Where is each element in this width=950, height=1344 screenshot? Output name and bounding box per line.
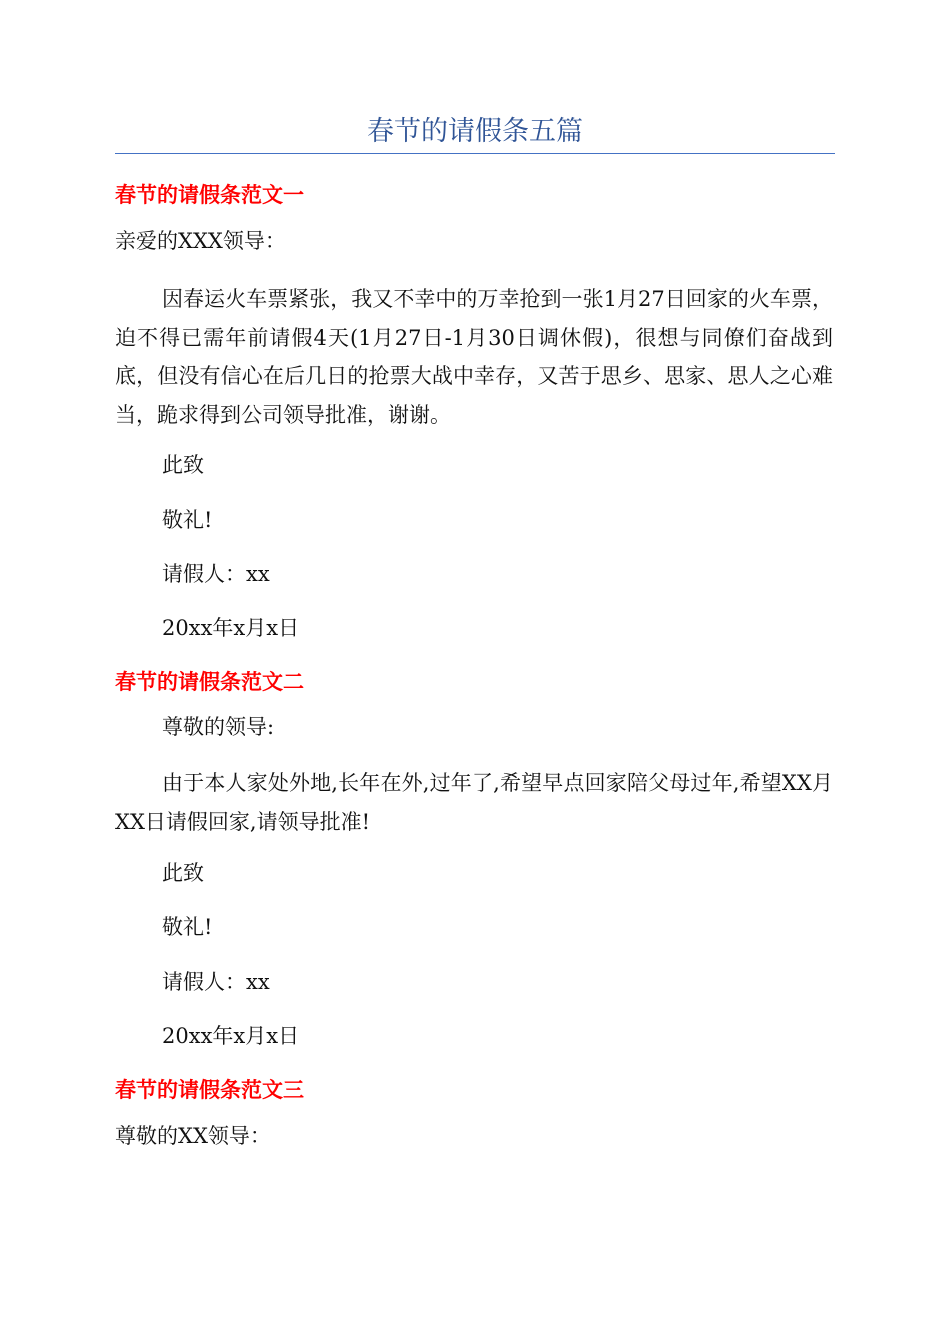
section-1-body: 因春运火车票紧张，我又不幸中的万幸抢到一张1月27日回家的火车票，迫不得已需年前请假4天(1月27日-1月30日调休假)，很想与同僚们奋战到底，但没有信心在后几日的抢票大战中幸存，又苦于思乡、思家、思人之心难当，跪求得到公司领导批准，谢谢。 [115, 287, 833, 427]
section-1-closing-2: 敬礼! [162, 508, 213, 532]
section-1-date: 20xx年x月x日 [162, 616, 300, 640]
section-2-body: 由于本人家处外地,长年在外,过年了,希望早点回家陪父母过年,希望XX月XX日请假回家,请领导批准! [115, 771, 833, 834]
title-underline [115, 153, 835, 154]
section-1-heading: 春节的请假条范文一 [115, 183, 304, 207]
section-2-closing-2: 敬礼! [162, 915, 213, 939]
section-1-signer: 请假人：xx [162, 562, 270, 586]
section-2-closing-1: 此致 [162, 861, 204, 885]
section-2-heading: 春节的请假条范文二 [115, 670, 304, 694]
section-1-closing-1: 此致 [162, 453, 204, 477]
section-2-date: 20xx年x月x日 [162, 1024, 300, 1048]
section-3-salutation: 尊敬的XX领导： [115, 1124, 271, 1148]
document-title: 春节的请假条五篇 [367, 116, 583, 147]
section-3-heading: 春节的请假条范文三 [115, 1078, 304, 1102]
section-2-signer: 请假人：xx [162, 970, 270, 994]
section-2-salutation: 尊敬的领导: [162, 715, 275, 739]
section-1-salutation: 亲爱的XXX领导： [115, 229, 286, 253]
